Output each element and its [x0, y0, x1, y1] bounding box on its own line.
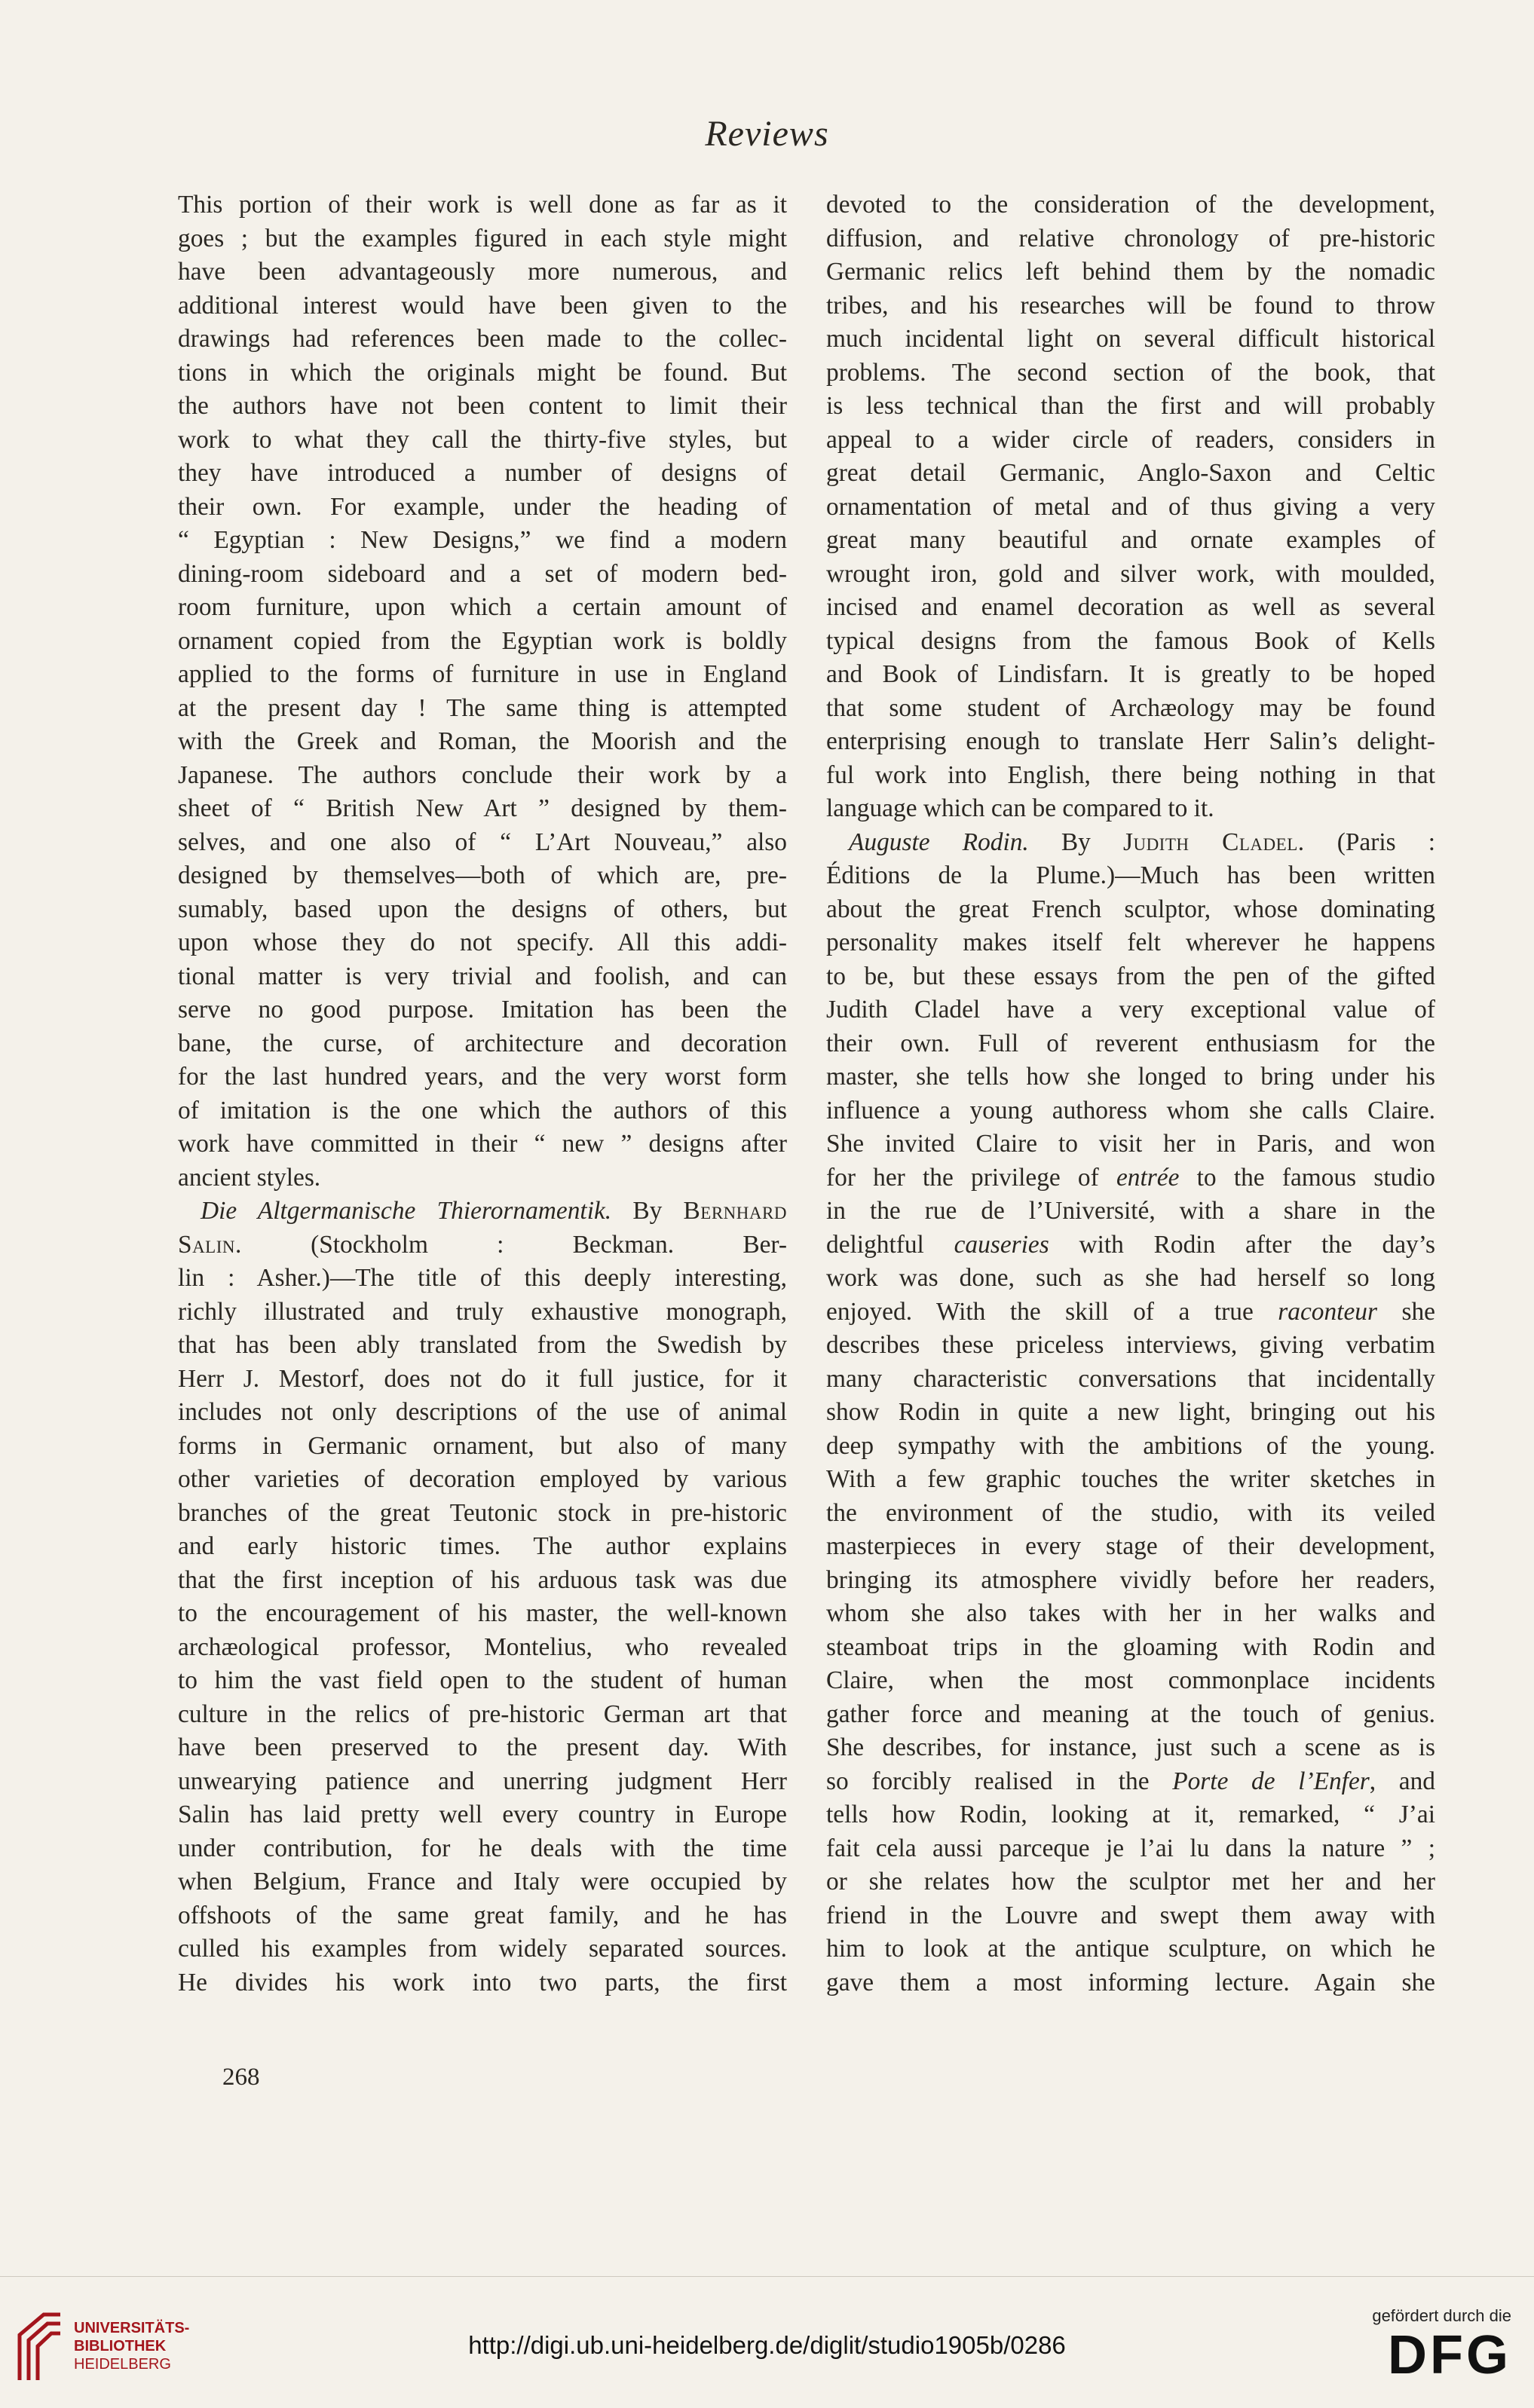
text-line: when Belgium, France and Italy were occupied by	[178, 1868, 787, 1895]
text-line: She invited Claire to visit her in Paris, and won	[826, 1130, 1435, 1158]
foreign-word: entrée	[1116, 1163, 1180, 1192]
text-line: show Rodin in quite a new light, bringing out his	[826, 1398, 1435, 1426]
text-line: goes ; but the examples figured in each style might	[178, 224, 787, 252]
text-line: whom she also takes with her in her walks and	[826, 1599, 1435, 1627]
text-line: bane, the curse, of architecture and decoration	[178, 1029, 787, 1057]
text-line: selves, and one also of “ L’Art Nouveau,” also	[178, 828, 787, 856]
text-line: at the present day ! The same thing is attempted	[178, 693, 787, 722]
text-line: appeal to a wider circle of readers, considers in	[826, 425, 1435, 454]
text-line: have been advantageously more numerous, and	[178, 258, 787, 286]
text-line: applied to the forms of furniture in use in England	[178, 660, 787, 688]
book-author: Bernhard Salin.	[178, 1197, 787, 1259]
text-line: that has been ably translated from the Swedish by	[178, 1331, 787, 1359]
text-line: tions in which the originals might be found. But	[178, 358, 787, 387]
text-line: She describes, for instance, just such a scene as is	[826, 1733, 1435, 1761]
review-rodin-text	[826, 1798, 1435, 2000]
text-line: friend in the Louvre and swept them away with	[826, 1901, 1435, 1929]
text-line: so forcibly realised in the Porte de l’Enfer, and	[826, 1767, 1435, 1795]
text-line: wrought iron, gold and silver work, with moulded,	[826, 559, 1435, 588]
text-line: gather force and meaning at the touch of genius.	[826, 1700, 1435, 1728]
text-line: unwearying patience and unerring judgment Herr	[178, 1767, 787, 1795]
logo-text-line: UNIVERSITÄTS-	[74, 2320, 190, 2336]
text-line: other varieties of decoration employed by various	[178, 1465, 787, 1493]
text-line: deep sympathy with the ambitions of the young.	[826, 1431, 1435, 1460]
foreign-word: causeries	[954, 1230, 1049, 1259]
text-line: diffusion, and relative chronology of pre-historic	[826, 224, 1435, 252]
review-heading-salin	[178, 1195, 787, 1262]
text-line: upon whose they do not specify. All this addi-	[178, 929, 787, 956]
text-line: work have committed in their “ new ” designs after	[178, 1130, 787, 1158]
book-title: Die Altgermanische Thierornamentik.	[201, 1197, 612, 1225]
review-salin-text	[178, 1262, 787, 2000]
book-title: Auguste Rodin.	[849, 828, 1029, 856]
dfg-logo[interactable]: DFG	[1388, 2325, 1511, 2385]
text-line: to the encouragement of his master, the well-known	[178, 1599, 787, 1627]
text-line: have been preserved to the present day. With	[178, 1733, 787, 1761]
text-line: problems. The second section of the book, that	[826, 358, 1435, 387]
artwork-title: Porte de l’Enfer	[1172, 1767, 1370, 1795]
page-number: 268	[222, 2064, 260, 2091]
text-line: archæological professor, Montelius, who revealed	[178, 1632, 787, 1661]
text-line: culled his examples from widely separated sources.	[178, 1935, 787, 1963]
text-line: Japanese. The authors conclude their work by a	[178, 760, 787, 789]
text-line: for her the privilege of entrée to the famous studio	[826, 1163, 1435, 1192]
text-line: the authors have not been content to limit their	[178, 392, 787, 420]
sponsor-block	[1372, 2306, 1511, 2385]
review-salin-continued-text	[826, 188, 1435, 826]
text-line: the environment of the studio, with its veiled	[826, 1498, 1435, 1527]
book-author: Judith Cladel.	[1122, 828, 1305, 856]
text-line: sheet of “ British New Art ” designed by them-	[178, 794, 787, 822]
text-line: that some student of Archæology may be found	[826, 693, 1435, 722]
text-line: culture in the relics of pre-historic German art that	[178, 1700, 787, 1728]
text-line: their own. For example, under the heading of	[178, 492, 787, 521]
text-line: and early historic times. The author explains	[178, 1532, 787, 1560]
text-line: steamboat trips in the gloaming with Rodin and	[826, 1632, 1435, 1661]
text-line: influence a young authoress whom she calls Claire.	[826, 1096, 1435, 1124]
text-line: “ Egyptian : New Designs,” we find a modern	[178, 526, 787, 554]
review-rodin-text	[826, 1329, 1435, 1765]
review-continued-text	[178, 188, 787, 1195]
text-line: drawings had references been made to the collec-	[178, 325, 787, 353]
text-line: additional interest would have been given to the	[178, 291, 787, 320]
page-title: Reviews	[705, 114, 829, 154]
text-line: fait cela aussi parceque je l’ai lu dans la nature ” ;	[826, 1834, 1435, 1862]
text-line: lin : Asher.)—The title of this deeply interesting,	[178, 1264, 787, 1292]
permalink-url[interactable]: http://digi.ub.uni-heidelberg.de/diglit/studio1905b/0286	[468, 2331, 1066, 2359]
text-line: Herr J. Mestorf, does not do it full justice, for it	[178, 1364, 787, 1393]
text-line: offshoots of the same great family, and he has	[178, 1901, 787, 1929]
text-line: branches of the great Teutonic stock in pre-historic	[178, 1498, 787, 1527]
text-line: they have introduced a number of designs of	[178, 459, 787, 487]
text-line: to him the vast field open to the student of human	[178, 1666, 787, 1694]
sponsor-label: gefördert durch die	[1372, 2306, 1511, 2325]
text-line: tional matter is very trivial and foolish, and can	[178, 962, 787, 990]
text-line: ful work into English, there being nothing in that	[826, 760, 1435, 789]
text-line: him to look at the antique sculpture, on which he	[826, 1935, 1435, 1963]
text-line: tells how Rodin, looking at it, remarked, “ J’ai	[826, 1801, 1435, 1828]
text-line: Salin has laid pretty well every country in Europe	[178, 1801, 787, 1828]
text-line: work to what they call the thirty-five styles, but	[178, 425, 787, 454]
text-line: Germanic relics left behind them by the nomadic	[826, 258, 1435, 286]
publisher-info: (Stockholm : Beckman. Ber-	[311, 1230, 787, 1259]
text-line: of imitation is the one which the authors of this	[178, 1096, 787, 1124]
text-line: that the first inception of his arduous task was due	[178, 1565, 787, 1594]
text-line: under contribution, for he deals with the time	[178, 1834, 787, 1862]
text-line: with the Greek and Roman, the Moorish and the	[178, 727, 787, 755]
text-line: enjoyed. With the skill of a true raconteur she	[826, 1297, 1436, 1326]
review-heading-rodin	[826, 826, 1435, 860]
text-line: master, she tells how she longed to bring under his	[826, 1063, 1435, 1091]
text-line: language which can be compared to it.	[826, 794, 1214, 822]
text-line: describes these priceless interviews, giving verbatim	[826, 1331, 1435, 1359]
text-line: gave them a most informing lecture. Again she	[826, 1968, 1435, 1996]
text-line: many characteristic conversations that incidentally	[826, 1364, 1435, 1393]
text-line: and Book of Lindisfarn. It is greatly to be hoped	[826, 660, 1435, 688]
text-line: about the great French sculptor, whose dominating	[826, 895, 1435, 923]
text-line: delightful causeries with Rodin after the day’s	[826, 1230, 1435, 1259]
text-line: great detail Germanic, Anglo-Saxon and Celtic	[826, 459, 1435, 487]
text-line: or she relates how the sculptor met her and her	[826, 1868, 1435, 1895]
text-line: to be, but these essays from the pen of the gifted	[826, 962, 1435, 990]
text-line: work was done, such as she had herself so long	[826, 1264, 1435, 1292]
text-line: typical designs from the famous Book of Kells	[826, 626, 1435, 655]
text-line: ornamentation of metal and of thus giving a very	[826, 492, 1435, 521]
text-line: for the last hundred years, and the very worst form	[178, 1063, 787, 1091]
text-line: designed by themselves—both of which are, pre-	[178, 861, 787, 889]
text-line: great many beautiful and ornate examples of	[826, 526, 1435, 554]
text-line: With a few graphic touches the writer sketches in	[826, 1465, 1435, 1493]
footer-divider	[0, 2276, 1534, 2277]
text-line: personality makes itself felt wherever he happens	[826, 929, 1435, 956]
text-line: ornament copied from the Egyptian work is boldly	[178, 626, 787, 655]
text-line: forms in Germanic ornament, but also of many	[178, 1431, 787, 1460]
text-line: dining-room sideboard and a set of modern bed-	[178, 559, 787, 588]
logo-text-line: HEIDELBERG	[74, 2356, 171, 2373]
text-line: He divides his work into two parts, the first	[178, 1968, 787, 1996]
foreign-word: raconteur	[1278, 1297, 1377, 1326]
text-line: devoted to the consideration of the development,	[826, 191, 1435, 219]
text-line: Claire, when the most commonplace incidents	[826, 1666, 1435, 1694]
text-line: is less technical than the first and will probably	[826, 392, 1435, 420]
text-line: sumably, based upon the designs of others, but	[178, 895, 787, 923]
text-line: includes not only descriptions of the use of animal	[178, 1398, 787, 1426]
text-line: room furniture, upon which a certain amount of	[178, 593, 787, 621]
text-line: incised and enamel decoration as well as several	[826, 593, 1435, 621]
text-line: much incidental light on several difficult historical	[826, 325, 1435, 353]
text-line: masterpieces in every stage of their development,	[826, 1532, 1435, 1560]
text-line: serve no good purpose. Imitation has been the	[178, 996, 787, 1023]
by-word: By	[632, 1197, 663, 1225]
text-line: richly illustrated and truly exhaustive monograph,	[178, 1297, 787, 1326]
text-line: This portion of their work is well done as far as it	[178, 191, 787, 219]
publisher-info: (Paris :	[1337, 828, 1435, 856]
text-line: ancient styles.	[178, 1163, 321, 1192]
text-line: in the rue de l’Université, with a share in the	[826, 1197, 1435, 1225]
text-line: bringing its atmosphere vividly before her readers,	[826, 1565, 1435, 1594]
right-column	[826, 188, 1435, 2000]
text-line: tribes, and his researches will be found to throw	[826, 291, 1435, 320]
by-word: By	[1061, 828, 1091, 856]
text-line: Éditions de la Plume.)—Much has been written	[826, 861, 1435, 889]
left-column	[178, 188, 787, 2000]
text-line: their own. Full of reverent enthusiasm for the	[826, 1029, 1435, 1057]
text-line: Judith Cladel have a very exceptional value of	[826, 996, 1435, 1023]
text-line: enterprising enough to translate Herr Salin’s delight-	[826, 727, 1435, 755]
logo-text-line: BIBLIOTHEK	[74, 2338, 167, 2354]
review-rodin-text	[826, 859, 1435, 1161]
